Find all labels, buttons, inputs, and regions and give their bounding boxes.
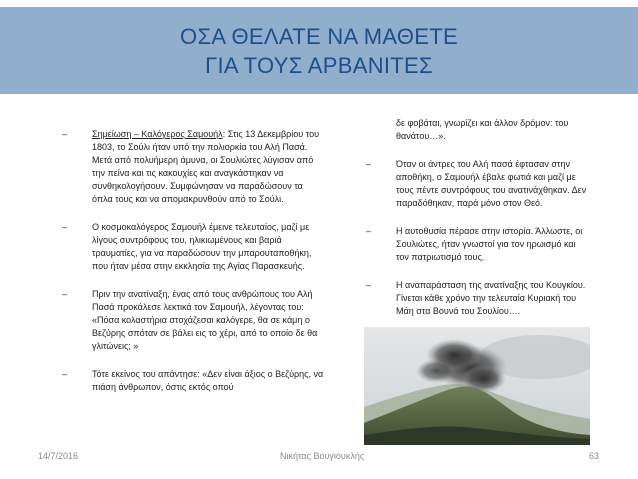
bullet-text: Η αναπαράσταση της ανατίναξης του Κουγκίου. Γίνεται κάθε χρόνο την τελευταία Κυριακή του Μάη στα Βουνά του Σουλίου…. xyxy=(396,280,586,316)
bullet-dash: – xyxy=(62,289,68,299)
bullet-text: Τότε εκείνος του απάντησε: «Δεν είναι άξιος ο Βεζύρης, να πιάση άνθρωπον, όστις εκτός οπού xyxy=(92,369,324,392)
bullet-dash: – xyxy=(62,129,68,139)
bullet-dash: – xyxy=(62,369,68,379)
footer-date: 14/7/2016 xyxy=(38,451,79,461)
bullet-dash: – xyxy=(366,226,372,236)
footer-author: Νικήτας Βουγιουκλής xyxy=(280,451,365,461)
bullet-item xyxy=(366,279,588,318)
bullet-text: Όταν οι άντρες του Αλή πασά έφτασαν στην αποθήκη, ο Σαμουήλ έβαλε φωτιά και μαζί με τους πέντε συντρόφους του ανατινάχθηκαν. Δεν παραδόθηκαν, παρά μόνο στον Θεό. xyxy=(396,159,587,208)
mountain-smoke-photo xyxy=(364,327,590,445)
title-line-1: ΟΣΑ ΘΕΛΑΤΕ ΝΑ ΜΑΘΕΤΕ xyxy=(180,23,458,49)
bullet-item xyxy=(62,221,324,273)
bullet-item xyxy=(366,158,588,210)
bullet-text: Ο κοσμοκαλόγερος Σαμουήλ έμεινε τελευταίος, μαζί με λίγους συντρόφους του, ηλικιωμένους και βαριά τραυματίες, για να παραδώσουν την μπαρουταποθήκη, που ήταν μέσα στην εκκλησία της Αγίας Παρασκευής. xyxy=(92,222,312,271)
right-column xyxy=(366,117,588,333)
title-band xyxy=(0,7,638,94)
bullet-item xyxy=(62,128,324,206)
bullet-text: Πριν την ανατίναξη, ένας από τους ανθρώπους του Αλή Πασά προκάλεσε λεκτικά τον Σαμουήλ, λέγοντας του: «Πόσα κολαστήρια στοχάζεσαι καλόγερε, θα σε κάμη ο Βεζύρης σπόταν σε βάλει εις το χέρι, από το οποίο δε θα γλιτώνεις; » xyxy=(92,289,318,351)
title-line-2: ΓΙΑ ΤΟΥΣ ΑΡΒΑΝΙΤΕΣ xyxy=(205,52,433,78)
bullet-dash: – xyxy=(366,159,372,169)
left-column xyxy=(62,128,324,409)
bullet-text: : Στις 13 Δεκεμβρίου του 1803, το Σούλι ήταν υπό την πολιορκία του Αλή Πασά. Μετά από πολυήμερη άμυνα, οι Σουλιώτες λύγισαν από την πείνα και τις κακουχίες και αναγκάστηκαν να συνθηκολογήσουν. Συμφώνησαν να παραδώσουν τα όπλα τους και να απομακρυνθούν από το Σούλι. xyxy=(92,129,320,204)
note-heading: Σημείωση – Καλόγερος Σαμουήλ xyxy=(92,129,223,139)
bullet-dash: – xyxy=(366,280,372,290)
footer-page-number: 63 xyxy=(589,451,600,461)
bullet-item xyxy=(62,288,324,353)
continued-text: δε φοβάται, γνωρίζει και άλλον δρόμον: του θανάτου…». xyxy=(396,118,569,141)
bullet-dash: – xyxy=(62,222,68,232)
bullet-item xyxy=(366,225,588,264)
bullet-item xyxy=(62,368,324,394)
bullet-text: Η αυτοθυσία πέρασε στην ιστορία. Άλλωστε, οι Σουλιώτες, ήταν γνωστοί για τον ηρωισμό και τον πατριωτισμό τους. xyxy=(396,226,583,262)
